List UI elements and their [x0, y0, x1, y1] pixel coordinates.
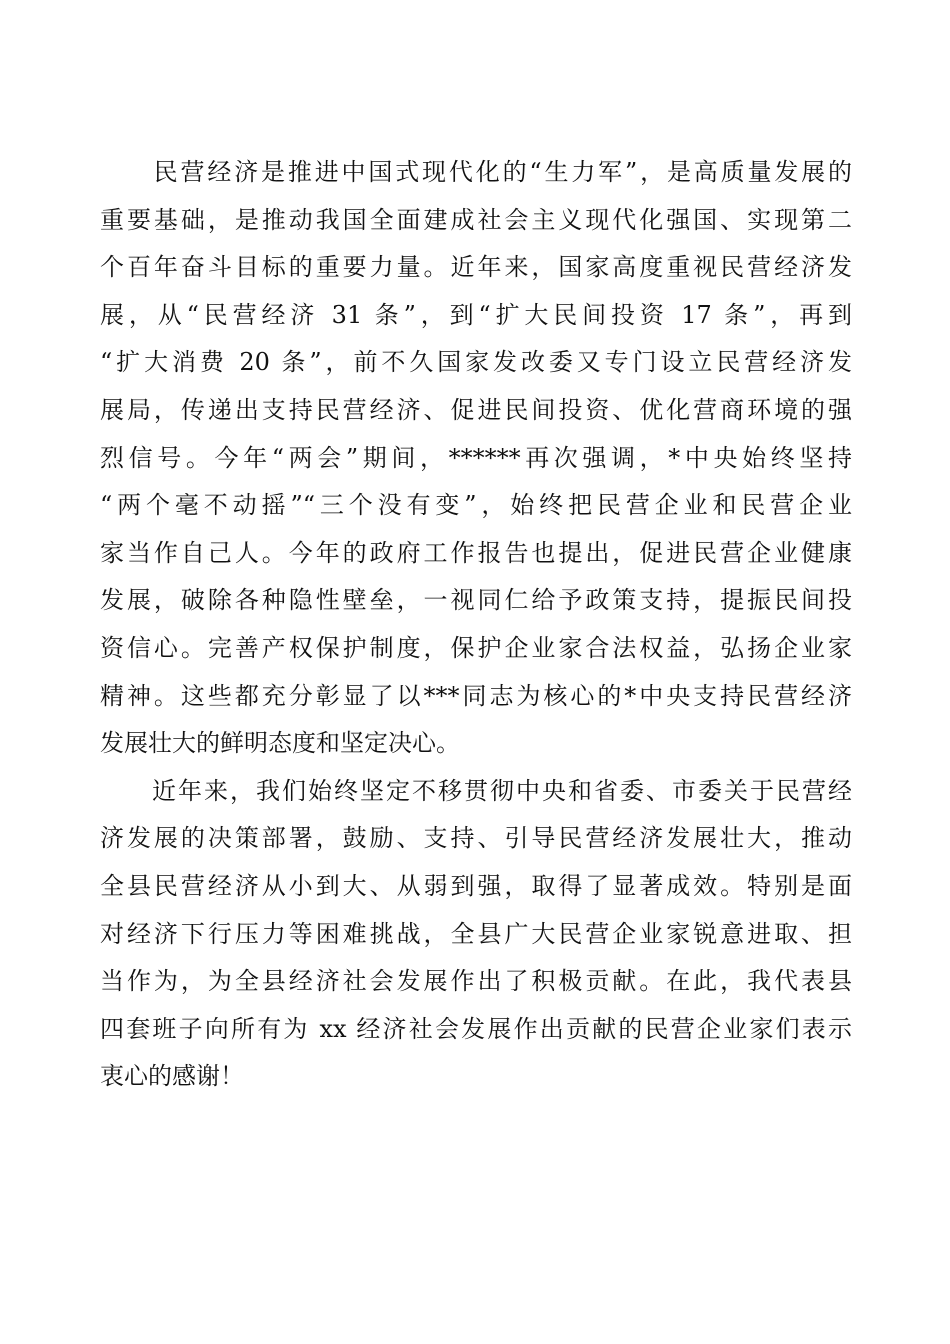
paragraph-2-line: 近年来，我们始终坚定不移贯彻中央和省委、市委关于民营经: [100, 776, 852, 805]
paragraph-1-line: “两个毫不动摇”“三个没有变”，始终把民营企业和民营企业: [100, 491, 852, 520]
paragraph-2-line: 衷心的感谢！: [100, 1062, 244, 1091]
paragraph-1-line: “扩大消费 20 条”，前不久国家发改委又专门设立民营经济发: [100, 348, 852, 377]
paragraph-1-line: 资信心。完善产权保护制度，保护企业家合法权益，弘扬企业家: [100, 633, 852, 662]
paragraph-2-line: 当作为，为全县经济社会发展作出了积极贡献。在此，我代表县: [100, 967, 852, 996]
paragraph-1-line: 展，从“民营经济 31 条”，到“扩大民间投资 17 条”，再到: [100, 300, 852, 329]
paragraph-1-line: 家当作自己人。今年的政府工作报告也提出，促进民营企业健康: [100, 538, 852, 567]
paragraph-1-line: 精神。这些都充分彰显了以***同志为核心的*中央支持民营经济: [100, 681, 852, 710]
paragraph-1-line: 发展壮大的鲜明态度和坚定决心。: [100, 729, 460, 758]
document-body: [100, 149, 852, 1101]
paragraph-1: [100, 149, 852, 768]
paragraph-2-line: 全县民营经济从小到大、从弱到强，取得了显著成效。特别是面: [100, 871, 852, 900]
paragraph-1-line: 烈信号。今年“两会”期间，******再次强调，*中央始终坚持: [100, 443, 852, 472]
paragraph-2-line: 对经济下行压力等困难挑战，全县广大民营企业家锐意进取、担: [100, 919, 852, 948]
paragraph-2-line: 济发展的决策部署，鼓励、支持、引导民营经济发展壮大，推动: [100, 824, 852, 853]
paragraph-1-line: 展局，传递出支持民营经济、促进民间投资、优化营商环境的强: [100, 395, 852, 424]
paragraph-2: [100, 768, 852, 1101]
paragraph-1-line: 个百年奋斗目标的重要力量。近年来，国家高度重视民营经济发: [100, 253, 852, 282]
paragraph-2-line: 四套班子向所有为 xx 经济社会发展作出贡献的民营企业家们表示: [100, 1014, 852, 1043]
paragraph-1-line: 发展，破除各种隐性壁垒，一视同仁给予政策支持，提振民间投: [100, 586, 852, 615]
paragraph-1-line: 重要基础，是推动我国全面建成社会主义现代化强国、实现第二: [100, 205, 852, 234]
paragraph-1-line: 民营经济是推进中国式现代化的“生力军”，是高质量发展的: [100, 158, 852, 186]
